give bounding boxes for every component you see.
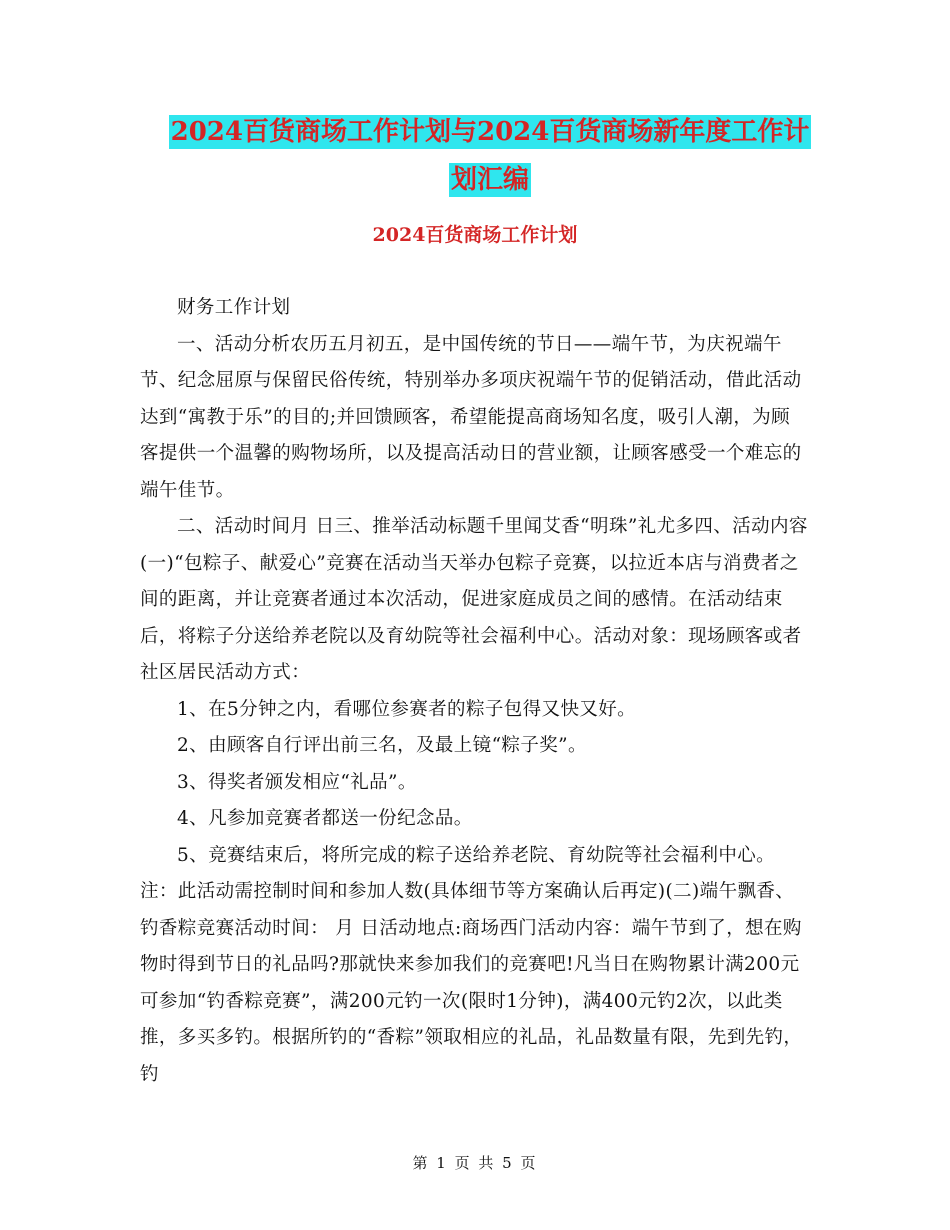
document-title-line2: 划汇编 [450, 165, 529, 195]
document-body [140, 290, 808, 1093]
paragraph: 二、活动时间月 日三、推举活动标题千里闻艾香“明珠”礼尤多四、活动内容(一)“包粽子、献爱心”竞赛在活动当天举办包粽子竞赛，以拉近本店与消费者之间的距离，并让竞赛者通过本次活动，促进家庭成员之间的感情。在活动结束后，将粽子分送给养老院以及育幼院等社会福利中心。活动对象：现场顾客或者社区居民活动方式： [140, 516, 808, 683]
paragraph: 5、竞赛结束后，将所完成的粽子送给养老院、育幼院等社会福利中心。注：此活动需控制时间和参加人数(具体细节等方案确认后再定)(二)端午飘香、钓香粽竞赛活动时间： 月 日活动地点:商场西门活动内容：端午节到了，想在购物时得到节日的礼品吗?那就快来参加我们的竞赛吧!凡当日在购物累计满200元可参加“钓香粽竞赛”，满200元钓一次(限时1分钟)，满400元钓2次，以此类推，多买多钓。根据所钓的“香粽”领取相应的礼品，礼品数量有限，先到先钓，钓 [140, 844, 803, 1085]
paragraph: 3、得奖者颁发相应“礼品”。 [177, 771, 417, 793]
paragraph: 4、凡参加竞赛者都送一份纪念品。 [177, 808, 473, 829]
paragraph: 财务工作计划 [177, 297, 291, 318]
document-title [140, 108, 840, 204]
page-number-footer: 第 1 页 共 5 页 [412, 1154, 538, 1172]
paragraph: 一、活动分析农历五月初五，是中国传统的节日——端午节，为庆祝端午节、纪念屈原与保留民俗传统，特别举办多项庆祝端午节的促销活动，借此活动达到“寓教于乐”的目的;并回馈顾客，希望能提高商场知名度，吸引人潮，为顾客提供一个温馨的购物场所，以及提高活动日的营业额，让顾客感受一个难忘的端午佳节。 [140, 333, 802, 501]
paragraph: 1、在5分钟之内，看哪位参赛者的粽子包得又快又好。 [177, 698, 637, 720]
document-title-line1: 2024百货商场工作计划与2024百货商场新年度工作计 [170, 117, 810, 147]
section-title: 2024百货商场工作计划 [372, 224, 578, 246]
paragraph: 2、由顾客自行评出前三名，及最上镜“粽子奖”。 [177, 735, 587, 756]
